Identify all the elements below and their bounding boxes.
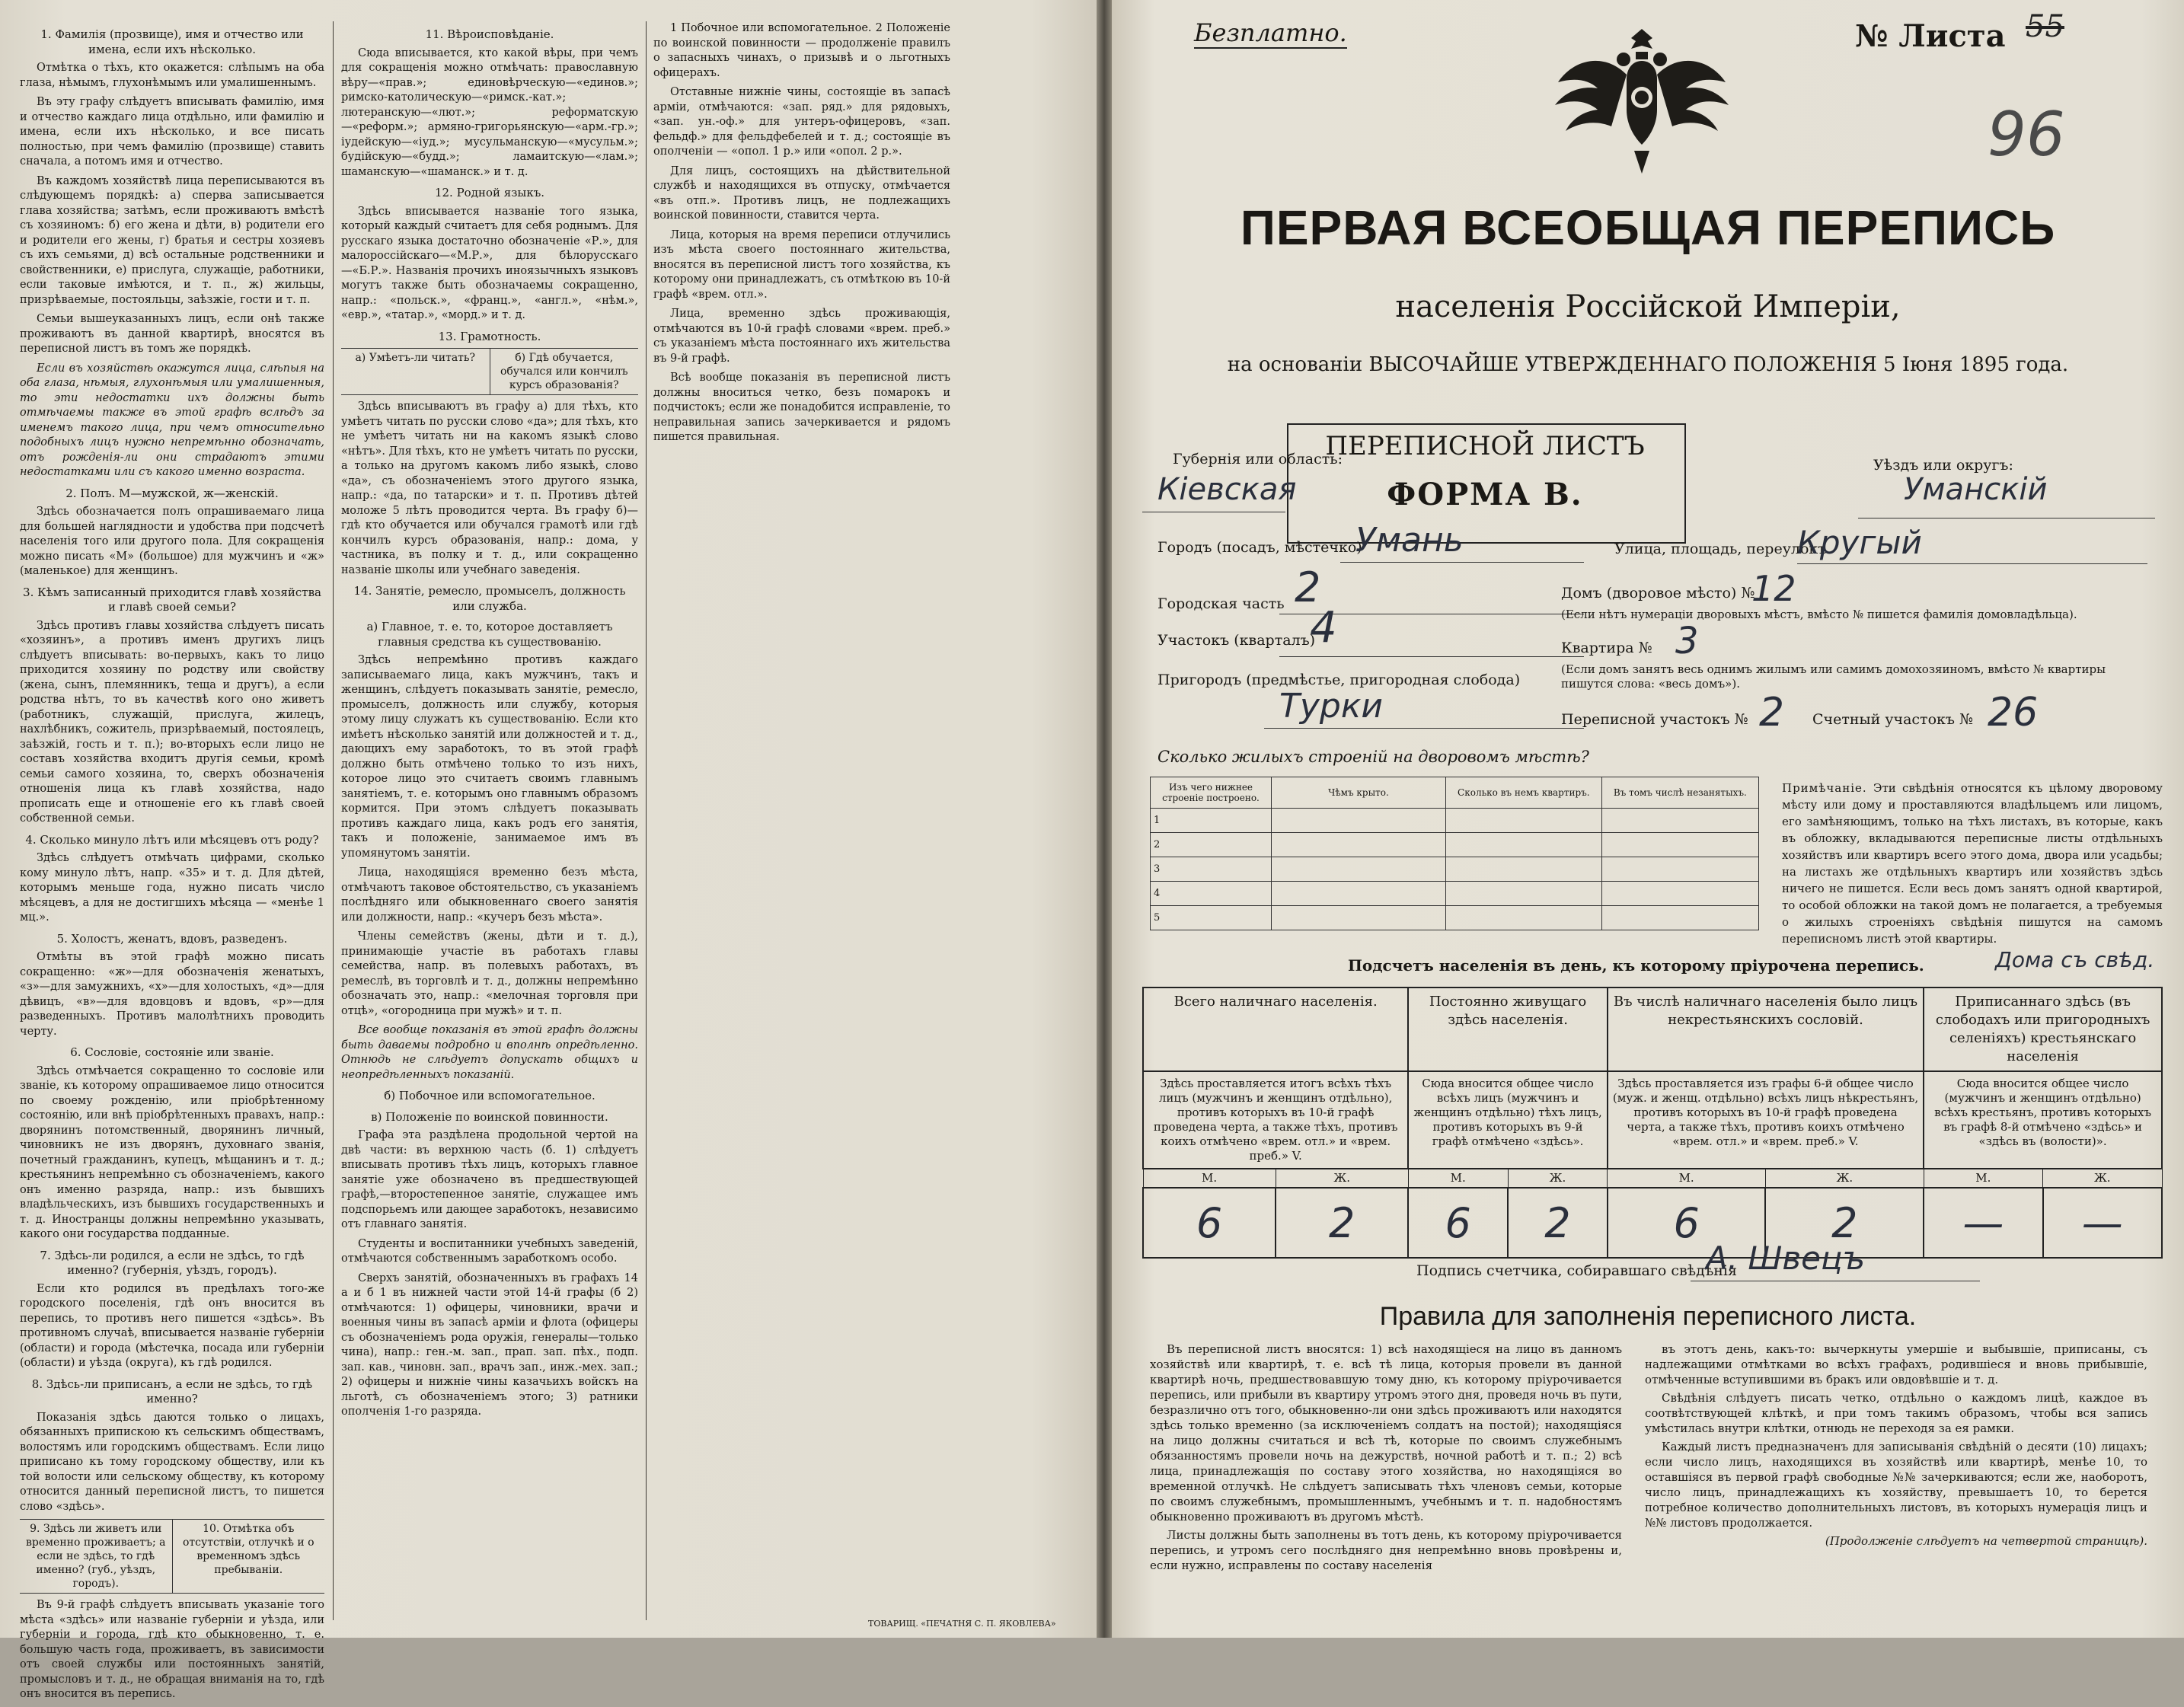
section-2-text: Здѣсь обозначается полъ опрашиваемаго лица для большей наглядности и удобства при подсчетѣ населенія того или другого пола. Для сокращенія можно писать «М» (большое) для мужчинъ и «ж» (маленькое) для женщинъ. — [20, 506, 324, 577]
count-peasant-male[interactable]: — — [1924, 1188, 2042, 1258]
street-label: Улица, площадь, переулокъ — [1614, 541, 1828, 557]
right-page-census-form — [1112, 0, 2184, 1638]
count-nonpeasant-male[interactable]: 6 — [1608, 1188, 1766, 1258]
sheet-number-value[interactable]: 55 — [2026, 9, 2064, 44]
street-field[interactable]: Кругый — [1797, 524, 1922, 561]
section-14-text: Студенты и воспитанники учебныхъ заведеній, отмѣчаются собственнымъ заработкомъ особо. — [341, 1237, 638, 1265]
section-3-title: 3. Кѣмъ записанный приходится главѣ хозяйства и главѣ своей семьи? — [23, 585, 321, 614]
sex-label: Ж. — [1765, 1169, 1924, 1188]
rules-continued: (Продолженіе слѣдуетъ на четвертой страницѣ). — [1825, 1534, 2147, 1548]
section-13-title: 13. Грамотность. — [438, 329, 541, 343]
imperial-eagle-emblem — [1550, 21, 1733, 192]
pop-header: Приписаннаго здѣсь (въ слободахъ или пригородныхъ селеніяхъ) крестьянскаго населенія — [1924, 988, 2162, 1071]
rules-title: Правила для заполненія переписного листа. — [1379, 1302, 1917, 1331]
section-12-title: 12. Родной языкъ. — [434, 186, 545, 199]
city-part-label: Городская часть — [1157, 595, 1285, 612]
table-row — [1151, 906, 1759, 930]
note-title: Примѣчаніе. — [1782, 781, 1867, 795]
bld-cell[interactable] — [1272, 833, 1446, 857]
bld-header: Чѣмъ крыто. — [1272, 777, 1446, 809]
book-gutter — [1097, 0, 1112, 1638]
count-area-label: Счетный участокъ № — [1812, 711, 1973, 728]
table-row — [1151, 882, 1759, 906]
sex-label: Ж. — [1276, 1169, 1408, 1188]
section-5-text: Отмѣты въ этой графѣ можно писать сокращенно: «ж»—для обозначенія женатыхъ, «з»—для замужнихъ, «х»—для холостыхъ, «д»—для дѣвицъ, «в»—для вдовцовъ и вдовъ, «р»—для разведенныхъ. Противъ малолѣтнихъ проводить черту. — [20, 951, 324, 1038]
count-nonpeasant-female[interactable]: 2 — [1765, 1188, 1924, 1258]
row-number: 4 — [1151, 882, 1272, 906]
bld-cell[interactable] — [1272, 809, 1446, 833]
section-14-title: 14. Занятіе, ремесло, промыселъ, должность или служба. — [353, 584, 626, 613]
buildings-note — [1782, 780, 2163, 947]
population-count-table — [1142, 987, 2163, 1259]
section-2-title: 2. Полъ. М—мужской, ж—женскій. — [65, 486, 279, 500]
rules-text: Каждый листъ предназначенъ для записыванія свѣдѣній о десяти (10) лицахъ; если число лицъ, находящихся въ хозяйствѣ или квартирѣ, менѣе 10, то оставшіяся въ первой графѣ свободные №№ зачеркиваются; если же, наоборотъ, число лицъ, принадлежащихъ къ хозяйству, превышаетъ 10, то берется потребное количество дополнительныхъ листовъ, въ которыхъ нумерація лицъ и №№ листовъ продолжается. — [1645, 1440, 2147, 1530]
archive-page-number: 96 — [1988, 99, 2065, 170]
form-title: ПЕРЕПИСНОЙ ЛИСТЪ — [1325, 431, 1645, 461]
sex-label: М. — [1143, 1169, 1276, 1188]
section-4-text: Здѣсь слѣдуетъ отмѣчать цифрами, сколько кому минуло лѣтъ, напр. «35» и т. д. Для дѣтей, которымъ меньше года, нужно писать число мѣсяцевъ, а для не достигшихъ мѣсяца — «менѣе 1 мц.». — [20, 852, 324, 924]
section-6-title: 6. Сословіе, состояніе или званіе. — [70, 1045, 274, 1059]
bld-cell[interactable] — [1272, 906, 1446, 930]
section-13-subheader — [341, 348, 638, 395]
pop-description: Сюда вносится общее число всѣхъ лицъ (мужчинъ и женщинъ отдѣльно) тѣхъ лицъ, противъ которыхъ въ 9-й графѣ отмѣчено «здѣсь». — [1408, 1071, 1608, 1169]
sex-label: М. — [1608, 1169, 1766, 1188]
count-present-male[interactable]: 6 — [1143, 1188, 1276, 1258]
bld-header: Изъ чего нижнее строеніе построено. — [1151, 777, 1272, 809]
table-row — [1151, 809, 1759, 833]
rules-text: Въ переписной листъ вносятся: 1) всѣ находящіеся на лицо въ данномъ хозяйствѣ или квартирѣ, т. е. всѣ тѣ лица, которыя провели въ данной квартирѣ ночь, предшествовавшую тому дню, къ которому пріурочивается перепись, или прибыли въ квартиру утромъ этого дня, проведя ночь въ пути, безразлично отъ того, обыкновенно-ли они здѣсь проживаютъ или находятся здѣсь только временно (за исключеніемъ солдатъ на постой); находящіяся на лицо должны считаться и всѣ тѣ, которые по своимъ служебнымъ обязанностямъ провели ночь на дежурствѣ, ночной работѣ и т. п.; 2) всѣ лица, принадлежащія по составу этого хозяйства, но находящіяся во временной отлучкѣ. Не слѣдуетъ записывать тѣхъ членовъ семьи, которые по своимъ служебнымъ, промышленнымъ, учебнымъ и т. п. надобностямъ обыкновенно проживаютъ въ другомъ мѣстѣ. — [1150, 1342, 1622, 1524]
bld-header: Сколько въ немъ квартиръ. — [1446, 777, 1602, 809]
section-14-text: Графа эта раздѣлена продольной чертой на двѣ части: въ верхнюю часть (б. 1) слѣдуетъ вписывать противъ тѣхъ лицъ, которыхъ главное занятіе уже обозначено въ предшествующей графѣ,—второстепенное занятіе, служащее имъ подспорьемъ или дающее заработокъ, независимо отъ главнаго занятія. — [341, 1129, 638, 1230]
row-number: 3 — [1151, 857, 1272, 882]
section-4-title: 4. Сколько минуло лѣтъ или мѣсяцевъ отъ роду? — [25, 832, 319, 847]
section-7-text: Если кто родился въ предѣлахъ того-же городского поселенія, гдѣ онъ вносится въ перепись, то противъ него пишется «здѣсь». Въ противномъ случаѣ, вписывается названіе губерніи (области) и города (мѣстечка, посада или губерніи (области) и уѣзда (округа), къ гдѣ родился. — [20, 1282, 324, 1369]
column-3-text: Всѣ вообще показанія въ переписной листъ должны вноситься четко, безъ помарокъ и подчистокъ; если же понадобится исправленіе, то неправильная запись зачеркивается и рядомъ пишется правильная. — [653, 372, 950, 443]
section-11-title: 11. Вѣроисповѣданіе. — [425, 27, 554, 41]
free-label: Безплатно. — [1194, 18, 1347, 47]
count-resident-female[interactable]: 2 — [1508, 1188, 1608, 1258]
section-14-text: Лица, находящіяся временно безъ мѣста, отмѣчаютъ таковое обстоятельство, съ указаніемъ послѣдняго или обыкновеннаго своего занятія или должности, напр.: «кучеръ безъ мѣста». — [341, 866, 638, 924]
count-peasant-female[interactable]: — — [2043, 1188, 2162, 1258]
section-6-text: Здѣсь отмѣчается сокращенно то сословіе или званіе, къ которому опрашиваемое лицо относится по своему рожденію, или пріобрѣтенному состоянію, или внѣ пріобрѣтенныхъ правахъ, напр.: дворянинъ потомственный, дворянинъ личный, чиновникъ не изъ дворянъ, духовнаго званія, почетный гражданинъ, купецъ, мѣщанинъ и т. д.; крестьянинъ непремѣнно съ обозначеніемъ, какого онъ именно разряда, напр.: изъ бывшихъ владѣльческихъ, изъ бывшихъ государственныхъ и т. д. Иностранцы должны непремѣнно указывать, какого они государства подданные. — [20, 1064, 324, 1240]
apartment-label: Квартира № — [1561, 640, 1652, 656]
bld-header: Въ томъ числѣ незанятыхъ. — [1601, 777, 1758, 809]
census-area-field[interactable]: 2 — [1759, 690, 1785, 735]
count-resident-male[interactable]: 6 — [1408, 1188, 1508, 1258]
bld-cell[interactable] — [1601, 833, 1758, 857]
sex-label: Ж. — [2043, 1169, 2162, 1188]
rules-text: Листы должны быть заполнены въ тотъ день, къ которому пріурочивается перепись, и утромъ сего послѣдняго дня непремѣнно вновь провѣрены и, если нужно, исправлены по составу населенія — [1150, 1528, 1622, 1572]
apartment-note: (Если домъ занятъ весь однимъ жилымъ или самимъ домохозяиномъ, вмѣсто № квартиры пишутся слова: «весь домъ»). — [1561, 662, 2106, 691]
section-1-note: Отмѣтка о тѣхъ, кто окажется: слѣпымъ на оба глаза, нѣмымъ, глухонѣмымъ или умалишеннымъ. — [20, 62, 324, 89]
sections-9-10-header — [20, 1519, 324, 1594]
column-3-text: Лица, которыя на время переписи отлучились изъ мѣста своего постояннаго жительства, вносятся въ переписной листъ того хозяйства, къ которому они принадлежатъ, съ отмѣткою въ 10-й графѣ «врем. отл.». — [653, 228, 950, 301]
note-text: Эти свѣдѣнія относятся къ цѣлому дворовому мѣсту или дому и проставляются владѣльцемъ или лицомъ, его замѣняющимъ, только на тѣхъ листахъ, въ которые, какъ въ обложку, вкладываются переписные листы отдѣльныхъ хозяйствъ или квартиръ всего этого дома, двора или усадьбы; на листахъ же отдѣльныхъ квартиръ или хозяйствъ здѣсь ничего не пишется. Если весь домъ занятъ одной квартирой, то особой обложки на такой домъ не полагается, а требуемыя о жилыхъ строеніяхъ свѣдѣнія пишутся на самомъ переписномъ листѣ этой квартиры. — [1782, 781, 2163, 946]
city-label: Городъ (посадъ, мѣстечко) — [1157, 539, 1362, 556]
city-part-field[interactable]: 2 — [1295, 563, 1321, 611]
gubernia-field[interactable]: Кіевская — [1157, 472, 1297, 507]
column-3-text: Для лицъ, состоящихъ на дѣйствительной службѣ и находящихся въ отпуску, отмѣчается «въ отп.». Противъ лицъ, не подлежащихъ воинской повинности, ставится черта. — [653, 164, 950, 222]
rules-column-left — [1150, 1342, 1622, 1576]
bld-cell[interactable] — [1446, 857, 1602, 882]
suburb-label: Пригородъ (предмѣстье, пригородная слобода) — [1157, 672, 1521, 688]
table-row — [1151, 833, 1759, 857]
pop-description: Сюда вносится общее число (мужчинъ и женщинъ отдѣльно) всѣхъ крестьянъ, противъ которыхъ въ графѣ 8-й отмѣчено «здѣсь» и «здѣсь въ (волости)». — [1924, 1071, 2162, 1169]
form-name: ФОРМА В. — [1387, 477, 1583, 512]
section-12-text: Здѣсь вписывается названіе того языка, который каждый считаетъ для себя роднымъ. Для русскаго языка достаточно обозначеніе «Р.», для малороссійскаго—«М.Р.», для бѣлорусскаго—«Б.Р.». Названія прочихъ иноязычныхъ языковъ могутъ также быть обозначаемы сокращенно, напр.: «польск.», «франц.», «англ.», «нѣм.», «евр.», «татар.», «морд.» и т. д. — [341, 205, 638, 321]
section-14a-title: а) Главное, т. е. то, которое доставляетъ главныя средства къ существованію. — [366, 620, 613, 649]
quarter-underline — [1279, 656, 1584, 657]
section-13b-title: б) Гдѣ обучается, обучался или кончилъ курсъ образованія? — [490, 349, 639, 394]
column-divider — [646, 21, 647, 1620]
section-1-title: 1. Фамилія (прозвище), имя и отчество или имена, если ихъ нѣсколько. — [40, 27, 304, 56]
signature-field[interactable]: А. Швецъ — [1706, 1240, 1866, 1277]
section-3-text: Здѣсь противъ главы хозяйства слѣдуетъ писать «хозяинъ», а противъ именъ другихъ лицъ слѣдуетъ вписывать: во-первыхъ, какъ то лицо приходится хозяину по родству или свойству (жена, сынъ, племянникъ, теща и другъ), а если родства нѣтъ, то въ качествѣ кого оно живетъ (работникъ, служащій, прислуга, жилецъ, нахлѣбникъ, сожитель, призрѣваемый, постоялецъ, заѣзжій, гость и т. п.); во-вторыхъ если лицо не составъ хозяйства входитъ другія семьи, кромѣ семьи самого хозяина, то, сверхъ обозначенія отношенія лица къ главѣ хозяйства, надо прописать еще и отношеніе его къ главѣ своей собственной семьи. — [20, 619, 324, 825]
bld-cell[interactable] — [1446, 809, 1602, 833]
section-14-text: Сверхъ занятій, обозначенныхъ въ графахъ 14 а и б 1 въ нижней части этой 14-й графы (б 2) отмѣчаются: 1) офицеры, чиновники, врачи и военныя чины въ запасѣ арміи и флота (офицеры съ обозначеніемъ рода оружія, генералы—только чина), напр.: ген.-м. зап., прап. зап. пѣх., подп. зап. кав., чиновн. зап., врачъ зап., инж.-мех. зап.; 2) офицеры и нижніе чины казачьихъ войскъ на льготѣ, съ обозначеніемъ этого; 3) ратники ополченія 1-го разряда. — [341, 1271, 638, 1418]
census-title: ПЕРВАЯ ВСЕОБЩАЯ ПЕРЕПИСЬ — [1240, 200, 2056, 255]
census-subtitle: населенія Россійской Имперіи, — [1395, 289, 1901, 324]
bld-cell[interactable] — [1272, 857, 1446, 882]
row-number: 1 — [1151, 809, 1272, 833]
rules-text: въ этотъ день, какъ-то: вычеркнуты умершіе и выбывшіе, приписаны, съ надлежащими отмѣтками во всѣхъ графахъ, родившіеся и вновь прибывшіе, отмѣченные вступившими въ бракъ или овдовѣвшіе и т. д. — [1645, 1342, 2147, 1386]
column-divider — [333, 21, 334, 1620]
section-11-text: Сюда вписывается, кто какой вѣры, при чемъ для сокращенія можно отмѣчать: православную вѣру—«прав.»; единовѣрческую—«единов.»; римско-католическую—«римск.-кат.»; лютеранскую—«лют.»; реформатскую—«реформ.»; армяно-григорьянскую—«арм.-гр.»; іудейскую—«іуд.»; мусульманскую—«мусульм.»; будійскую—«будд.»; ламаитскую—«лам.»; шаманскую—«шаманск.» и т. д. — [341, 46, 638, 178]
column-3-text: 1 Побочное или вспомогательное. 2 Положеніе по воинской повинности — продолженіе правилъ о запасныхъ чинахъ, о призывѣ и о льготныхъ офицерахъ. — [653, 22, 950, 79]
instructions-column-2 — [341, 21, 638, 1425]
section-14c-title: в) Положеніе по воинской повинности. — [371, 1109, 608, 1124]
rules-column-right — [1645, 1342, 2147, 1552]
suburb-field[interactable]: Турки — [1279, 687, 1384, 726]
bld-cell[interactable] — [1446, 882, 1602, 906]
pop-header: Постоянно живущаго здѣсь населенія. — [1408, 988, 1608, 1071]
section-1-text: Въ каждомъ хозяйствѣ лица переписываются въ слѣдующемъ порядкѣ: а) сперва записывается глава хозяйства; затѣмъ, если проживаютъ вмѣстѣ съ хозяиномъ: б) его жена и дѣти, в) родители его и родители его жены, г) братья и сестры хозяевъ съ ихъ семьями, д) всѣ остальные родственники и свойственники, е) прислуга, служащіе, работники, если таковые имѣются, и т. п., ж) жильцы, призрѣваемые, постояльцы, заѣзжіе, гости и т. п. — [20, 174, 324, 306]
city-field[interactable]: Умань — [1355, 521, 1464, 560]
sex-label: М. — [1924, 1169, 2042, 1188]
row-number: 2 — [1151, 833, 1272, 857]
buildings-question: Сколько жилыхъ строеній на дворовомъ мѣстѣ? — [1157, 748, 1589, 766]
street-underline — [1797, 563, 2147, 564]
apartment-field[interactable]: 3 — [1675, 620, 1699, 662]
gubernia-label: Губернія или область: — [1173, 451, 1343, 467]
house-note: (Если нѣтъ нумераціи дворовыхъ мѣстъ, вмѣсто № пишется фамилія домовладѣльца). — [1561, 608, 2077, 621]
bld-cell[interactable] — [1601, 809, 1758, 833]
sex-label: М. — [1408, 1169, 1508, 1188]
city-underline — [1340, 562, 1584, 563]
section-9-title: 9. Здѣсь ли живетъ или временно проживаетъ; а если не здѣсь, то гдѣ именно? (губ., уѣздъ, городъ). — [26, 1523, 166, 1590]
signature-label: Подпись счетчика, собиравшаго свѣдѣнія — [1416, 1262, 1737, 1279]
buildings-table — [1150, 777, 1759, 930]
section-1-text: Семьи вышеуказанныхъ лицъ, если онѣ также проживаютъ въ данной квартирѣ, вносятся въ переписной листъ въ томъ же порядкѣ. — [20, 313, 324, 355]
bld-cell[interactable] — [1601, 906, 1758, 930]
bld-cell[interactable] — [1601, 882, 1758, 906]
quarter-field[interactable]: 4 — [1310, 603, 1337, 652]
rules-text: Свѣдѣнія слѣдуетъ писать четко, отдѣльно о каждомъ лицѣ, каждое въ соотвѣтствующей клѣткѣ, и при томъ такимъ образомъ, чтобы вся запись умѣстилась внутри клѣтки, отнюдь не переходя за ея рамки. — [1645, 1391, 2147, 1435]
section-14-text: Здѣсь непремѣнно противъ каждаго записываемаго лица, какъ мужчинъ, такъ и женщинъ, слѣдуетъ показывать занятіе, ремесло, промыселъ, должность или службу, которыя этому лицу служатъ къ существованію. Если кто имѣетъ нѣсколько занятій или должностей и т. д., дающихъ ему заработокъ, то въ этой графѣ должно быть отмѣчено только то изъ нихъ, которое лицо это считаетъ своимъ главнымъ занятіемъ, т. е. которымъ оно главнымъ образомъ кормится. При этомъ слѣдуетъ показывать противъ каждаго лица, какъ родъ его занятія, такъ и положеніе, занимаемое имъ въ упомянутомъ занятіи. — [341, 654, 638, 860]
section-7-title: 7. Здѣсь-ли родился, а если не здѣсь, то гдѣ именно? (губернія, уѣздъ, городъ). — [40, 1248, 305, 1277]
census-area-label: Переписной участокъ № — [1561, 711, 1748, 728]
uezd-label: Уѣздъ или округъ: — [1873, 457, 2013, 474]
pop-header: Всего наличнаго населенія. — [1143, 988, 1408, 1071]
pop-header: Въ числѣ наличнаго населенія было лицъ некрестьянскихъ сословій. — [1608, 988, 1924, 1071]
section-13-text: Здѣсь вписываютъ въ графу а) для тѣхъ, кто умѣетъ читать по русски слово «да»; для тѣхъ, кто не умѣетъ читать ни на какомъ языкѣ слово «нѣтъ». Для тѣхъ, кто не умѣетъ читать по русски, а только на другомъ какомъ либо языкѣ, слово «да», съ обозначеніемъ этого другого языка, напр.: «да, по татарски» и т. п. Противъ дѣтей моложе 5 лѣтъ проводится черта. Въ графу б)—гдѣ кто обучается или обучался грамотѣ или гдѣ кончилъ курсъ образованія, напр.: дома, у частника, въ полку и т. д., или сокращенно названіе школы или учебнаго заведенія. — [341, 400, 638, 576]
instructions-column-1 — [20, 21, 324, 1707]
sheet-number-label: № Листа — [1855, 18, 2006, 54]
quarter-label: Участокъ (кварталъ) — [1157, 632, 1316, 649]
section-9-text: Въ 9-й графѣ слѣдуетъ вписывать указаніе того мѣста «здѣсь» или названіе губерніи и уѣзда, или губерніи и города, гдѣ кто обыкновенно, т. е. большую часть года, проживаетъ, въ зависимости отъ своей службы или постоянныхъ занятій, промысловъ и т. д., не обращая вниманія на то, гдѣ онъ вносится въ перепись. — [20, 1599, 324, 1700]
column-3-text: Отставные нижніе чины, состоящіе въ запасѣ арміи, отмѣчаются: «зап. ряд.» для рядовыхъ, «зап. ун.-оф.» для унтеръ-офицеровъ, «зап. фельдф.» для фельдфебелей и т. д.; состоящіе въ ополченіи — «опол. 1 р.» или «опол. 2 р.». — [653, 86, 950, 158]
population-count-title: Подсчетъ населенія въ день, къ которому пріурочена перепись. — [1348, 956, 1924, 975]
section-14-text: Все вообще показанія въ этой графѣ должны быть даваемы подробно и вполнѣ опредѣленно. Отнюдь не слѣдуетъ допускать общихъ и неопредѣленныхъ показаній. — [341, 1024, 638, 1081]
section-8-title: 8. Здѣсь-ли приписанъ, а если не здѣсь, то гдѣ именно? — [31, 1377, 313, 1405]
house-label: Домъ (дворовое мѣсто) № — [1561, 585, 1755, 601]
printer-colophon: ТОВАРИЩ. «ПЕЧАТНЯ С. П. ЯКОВЛЕВА» — [868, 1619, 1056, 1629]
count-present-female[interactable]: 2 — [1276, 1188, 1408, 1258]
suburb-underline — [1264, 728, 1584, 729]
sex-label: Ж. — [1508, 1169, 1608, 1188]
section-5-title: 5. Холостъ, женатъ, вдовъ, разведенъ. — [56, 931, 288, 946]
section-8-text: Показанія здѣсь даются только о лицахъ, обязанныхъ припискою къ сельскимъ обществамъ, волостямъ или городскимъ обществамъ. Если лицо приписано къ тому городскому обществу, или къ той волости или сельскому обществу, къ которому относится данный переписной листъ, то пишется слово «здѣсь». — [20, 1411, 324, 1513]
section-13a-title: а) Умѣетъ-ли читать? — [355, 352, 476, 364]
bld-cell[interactable] — [1446, 906, 1602, 930]
bld-cell[interactable] — [1272, 882, 1446, 906]
count-area-field[interactable]: 26 — [1988, 690, 2039, 735]
section-1-text: Въ эту графу слѣдуетъ вписывать фамилію, имя и отчество каждаго лица отдѣльно, или фамилію и имена, если ихъ нѣсколько, и все писать полностью, при чемъ фамилію (прозвище) ставить сначала, а потомъ имя и отчество. — [20, 96, 324, 168]
section-14-text: Члены семействъ (жены, дѣти и т. д.), принимающіе участіе въ работахъ главы семейства, напр. въ полевыхъ работахъ, въ ремеслѣ, въ торговлѣ и т. д., должны непремѣнно обозначать это, напр.: «мелочная торговля при отцѣ», «огородница при мужѣ» и т. п. — [341, 930, 638, 1017]
pop-description: Здѣсь проставляется изъ графы 6-й общее число (муж. и женщ. отдѣльно) всѣхъ лицъ нѣкрестьянъ, противъ которыхъ въ 10-й графѣ проведена черта, а также тѣхъ, противъ коихъ отмѣчено «врем. отл.» и «врем. преб.» V. — [1608, 1071, 1924, 1169]
section-10-title: 10. Отмѣтка объ отсутствіи, отлучкѣ и о временномъ здѣсь пребываніи. — [172, 1520, 325, 1593]
house-field[interactable]: 12 — [1751, 568, 1796, 609]
pop-description: Здѣсь проставляется итогъ всѣхъ тѣхъ лицъ (мужчинъ и женщинъ отдѣльно), противъ которыхъ въ 10-й графѣ проведена черта, а также тѣхъ, противъ коихъ отмѣчено «врем. отл.» и «врем. преб.» V. — [1143, 1071, 1408, 1169]
section-1-text: Если въ хозяйствѣ окажутся лица, слѣпыя на оба глаза, нѣмыя, глухонѣмыя или умалишенныя, то эти недостатки ихъ должны быть отмѣчаемы также въ этой графѣ вслѣдъ за именемъ такого лица, при чемъ относительно подобныхъ лицъ нужно непремѣнно обозначать, отъ рожденія-ли они страдаютъ этими недостатками или съ какого именно возраста. — [20, 362, 324, 478]
population-note-handwritten: Дома съ свѣд. — [1995, 947, 2155, 972]
bld-cell[interactable] — [1601, 857, 1758, 882]
row-number: 5 — [1151, 906, 1272, 930]
instructions-column-3 — [653, 21, 950, 450]
uezd-field[interactable]: Уманскій — [1904, 472, 2048, 507]
table-row — [1151, 857, 1759, 882]
bld-cell[interactable] — [1446, 833, 1602, 857]
section-14b-title: б) Побочное или вспомогательное. — [384, 1089, 595, 1102]
column-3-text: Лица, временно здѣсь проживающія, отмѣчаются въ 10-й графѣ словами «врем. преб.» съ указаніемъ мѣста постояннаго ихъ жительства въ 9-й графѣ. — [653, 308, 950, 365]
decree-line: на основаніи ВЫСОЧАЙШЕ УТВЕРЖДЕННАГО ПОЛОЖЕНІЯ 5 Іюня 1895 года. — [1227, 353, 2069, 376]
